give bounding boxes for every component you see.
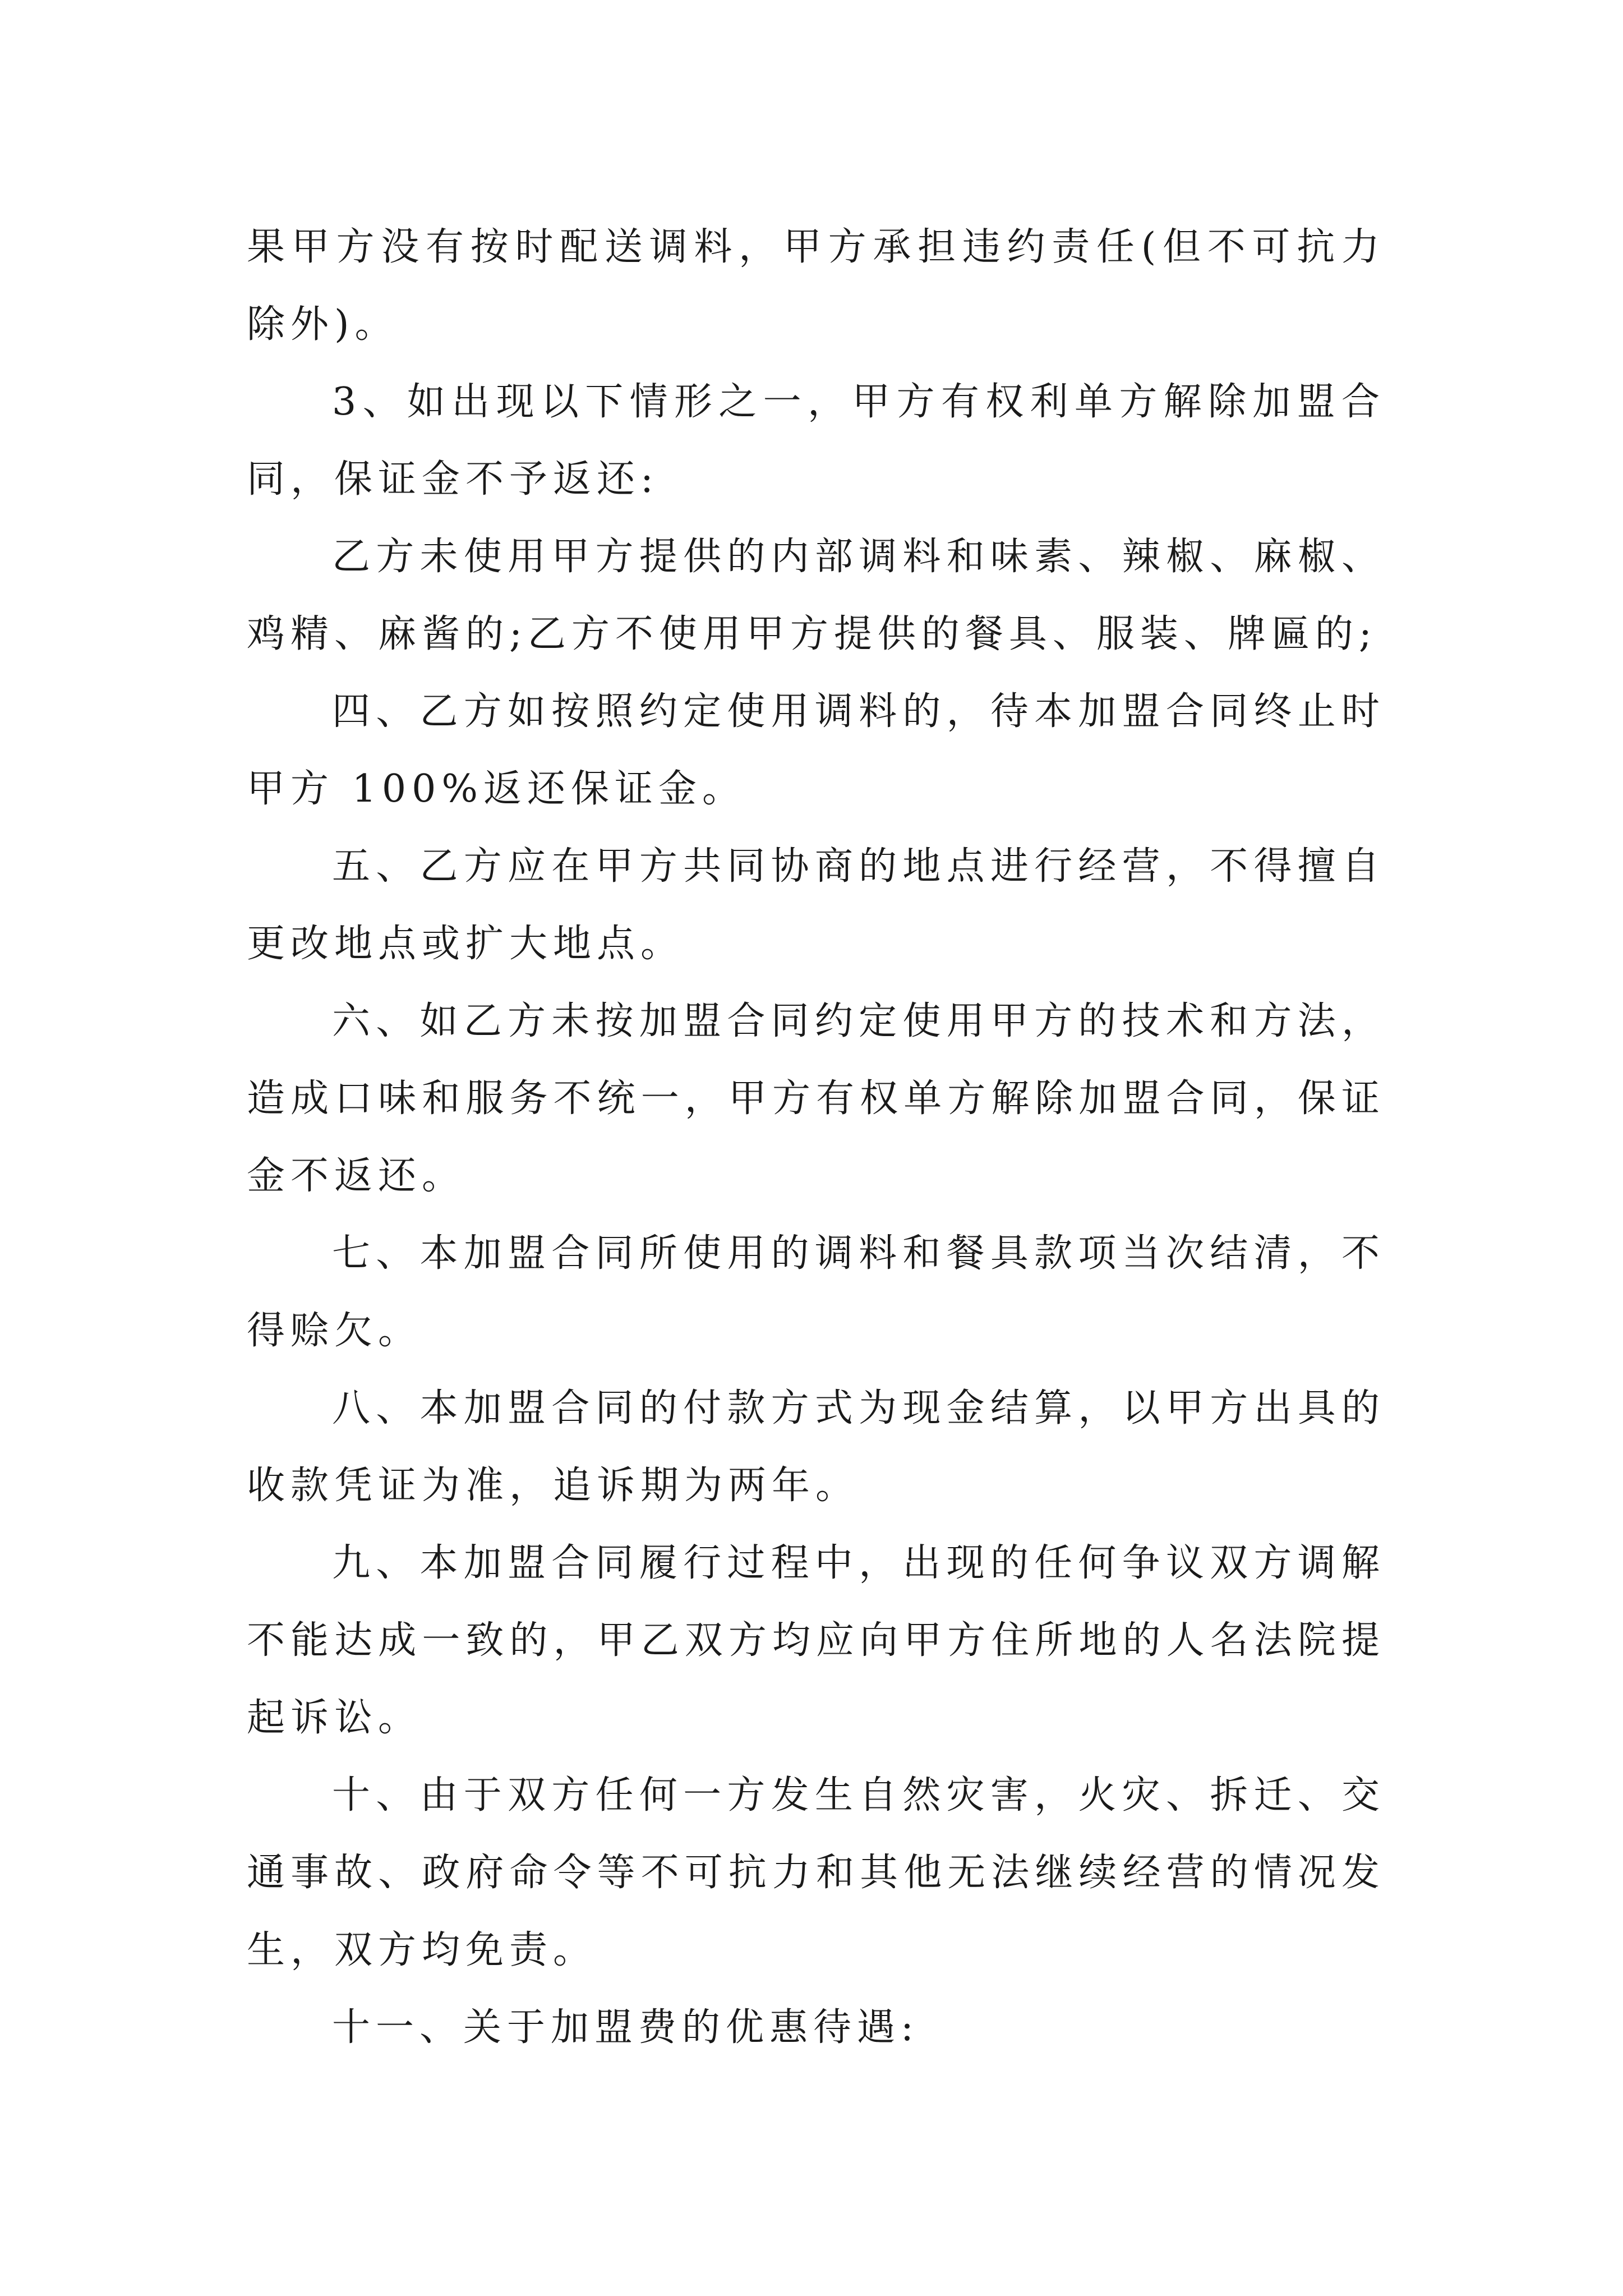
- paragraph-11: 十一、关于加盟费的优惠待遇:: [332, 2005, 919, 2050]
- paragraph-8: 八、本加盟合同的付款方式为现金结算，以甲方出具的收款凭证为准，追诉期为两年。: [247, 1386, 1385, 1508]
- paragraph-1: 果甲方没有按时配送调料，甲方承担违约责任(但不可抗力除外)。: [247, 225, 1385, 347]
- paragraph-6: 六、如乙方未按加盟合同约定使用甲方的技术和方法，造成口味和服务不统一，甲方有权单方解除加盟合同，保证金不返还。: [247, 999, 1385, 1198]
- paragraph-7: 七、本加盟合同所使用的调料和餐具款项当次结清，不得赊欠。: [247, 1231, 1385, 1353]
- paragraph-5: 五、乙方应在甲方共同协商的地点进行经营，不得擅自更改地点或扩大地点。: [247, 844, 1385, 966]
- paragraph-2: 3、如出现以下情形之一，甲方有权利单方解除加盟合同，保证金不予返还:: [247, 380, 1385, 501]
- paragraph-10: 十、由于双方任何一方发生自然灾害，火灾、拆迁、交通事故、政府命令等不可抗力和其他无法继续经营的情况发生，双方均免责。: [247, 1773, 1385, 1972]
- document-body: [247, 209, 1385, 2067]
- paragraph-3: 乙方未使用甲方提供的内部调料和味素、辣椒、麻椒、鸡精、麻酱的;乙方不使用甲方提供的餐具、服装、牌匾的;: [247, 535, 1385, 656]
- paragraph-9: 九、本加盟合同履行过程中，出现的任何争议双方调解不能达成一致的，甲乙双方均应向甲方住所地的人名法院提起诉讼。: [247, 1541, 1385, 1740]
- paragraph-4: 四、乙方如按照约定使用调料的，待本加盟合同终止时甲方 100%返还保证金。: [247, 689, 1385, 811]
